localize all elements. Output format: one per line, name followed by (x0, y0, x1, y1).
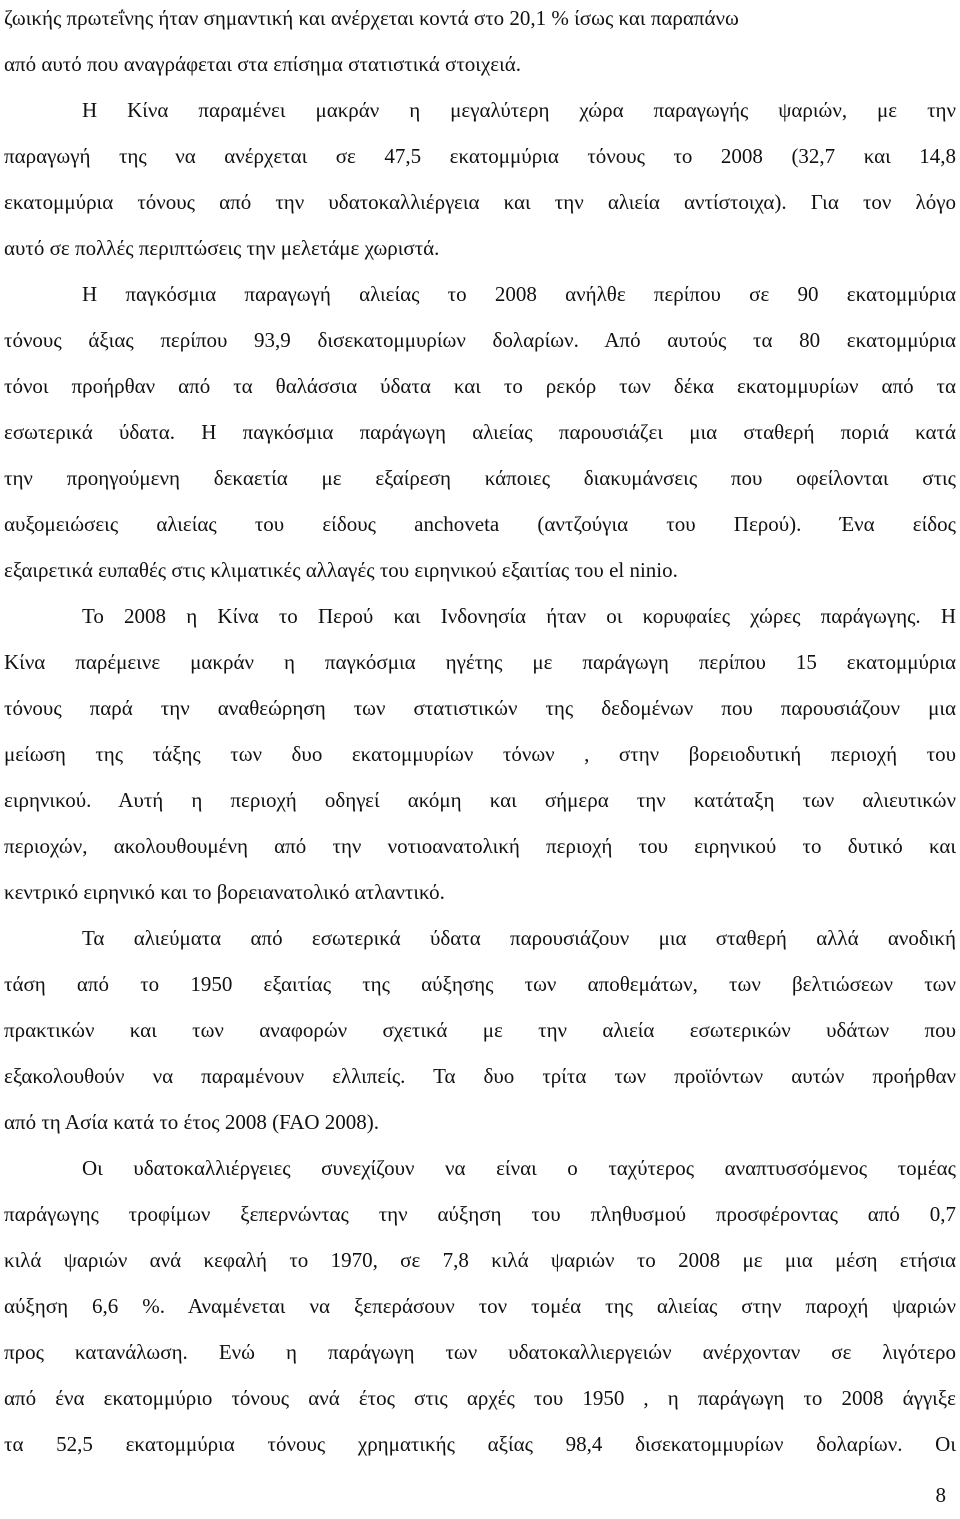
text-line: τάση από το 1950 εξαιτίας της αύξησης των αποθεμάτων, των βελτιώσεων των (4, 972, 956, 996)
text-line: παράγωγης τροφίμων ξεπερνώντας την αύξηση του πληθυσμού προσφέροντας από 0,7 (4, 1202, 956, 1226)
text-line: από αυτό που αναγράφεται στα επίσημα στατιστικά στοιχειά. (4, 52, 521, 76)
page-number: 8 (935, 1483, 946, 1507)
text-line: τόνοι προήρθαν από τα θαλάσσια ύδατα και το ρεκόρ των δέκα εκατομμυρίων από τα (4, 374, 956, 398)
text-line: ζωικής πρωτεΐνης ήταν σημαντική και ανέρχεται κοντά στο 20,1 % ίσως και παραπάνω (4, 6, 739, 30)
text-line: Τα αλιεύματα από εσωτερικά ύδατα παρουσιάζουν μια σταθερή αλλά ανοδική (82, 926, 956, 950)
text-line: κεντρικό ειρηνικό και το βορειανατολικό ατλαντικό. (4, 880, 445, 904)
text-line: την προηγούμενη δεκαετία με εξαίρεση κάποιες διακυμάνσεις που οφείλονται στις (4, 466, 956, 490)
text-line: από ένα εκατομμύριο τόνους ανά έτος στις αρχές του 1950 , η παράγωγη το 2008 άγγιξε (4, 1386, 956, 1410)
text-line: μείωση της τάξης των δυο εκατομμυρίων τόνων , στην βορειοδυτική περιοχή του (4, 742, 956, 766)
text-line: εξαιρετικά ευπαθές στις κλιματικές αλλαγές του ειρηνικού εξαιτίας του el ninio. (4, 558, 678, 582)
text-line: αύξηση 6,6 %. Αναμένεται να ξεπεράσουν τον τομέα της αλιείας στην παροχή ψαριών (4, 1294, 956, 1318)
text-line: Το 2008 η Κίνα το Περού και Ινδονησία ήταν οι κορυφαίες χώρες παράγωγης. Η (82, 604, 956, 628)
text-line: αυξομειώσεις αλιείας του είδους anchoveta (αντζούγια του Περού). Ένα είδος (4, 512, 956, 536)
text-line: κιλά ψαριών ανά κεφαλή το 1970, σε 7,8 κιλά ψαριών το 2008 με μια μέση ετήσια (4, 1248, 956, 1272)
text-line: εσωτερικά ύδατα. Η παγκόσμια παράγωγη αλιείας παρουσιάζει μια σταθερή ποριά κατά (4, 420, 956, 444)
text-line: περιοχών, ακολουθουμένη από την νοτιοανατολική περιοχή του ειρηνικού το δυτικό και (4, 834, 956, 858)
text-line: τόνους άξιας περίπου 93,9 δισεκατομμυρίων δολαρίων. Από αυτούς τα 80 εκατομμύρια (4, 328, 956, 352)
text-line: εξακολουθούν να παραμένουν ελλιπείς. Τα δυο τρίτα των προϊόντων αυτών προήρθαν (4, 1064, 956, 1088)
text-line: παραγωγή της να ανέρχεται σε 47,5 εκατομμύρια τόνους το 2008 (32,7 και 14,8 (4, 144, 956, 168)
text-line: Κίνα παρέμεινε μακράν η παγκόσμια ηγέτης με παράγωγη περίπου 15 εκατομμύρια (4, 650, 956, 674)
text-line: εκατομμύρια τόνους από την υδατοκαλλιέργεια και την αλιεία αντίστοιχα). Για τον λόγο (4, 190, 956, 214)
text-line: πρακτικών και των αναφορών σχετικά με την αλιεία εσωτερικών υδάτων που (4, 1018, 956, 1042)
text-line: από τη Ασία κατά το έτος 2008 (FAO 2008). (4, 1110, 380, 1134)
text-line: Η παγκόσμια παραγωγή αλιείας το 2008 ανήλθε περίπου σε 90 εκατομμύρια (82, 282, 956, 306)
text-line: τόνους παρά την αναθεώρηση των στατιστικών της δεδομένων που παρουσιάζουν μια (4, 696, 956, 720)
text-line: τα 52,5 εκατομμύρια τόνους χρηματικής αξίας 98,4 δισεκατομμυρίων δολαρίων. Οι (4, 1432, 956, 1456)
text-line: αυτό σε πολλές περιπτώσεις την μελετάμε χωριστά. (4, 236, 440, 260)
text-line: ειρηνικού. Αυτή η περιοχή οδηγεί ακόμη και σήμερα την κατάταξη των αλιευτικών (4, 788, 956, 812)
text-line: προς κατανάλωση. Ενώ η παράγωγη των υδατοκαλλιεργειών ανέρχονταν σε λιγότερο (4, 1340, 956, 1364)
text-line: Η Κίνα παραμένει μακράν η μεγαλύτερη χώρα παραγωγής ψαριών, με την (82, 98, 956, 122)
text-line: Οι υδατοκαλλιέργειες συνεχίζουν να είναι ο ταχύτερος αναπτυσσόμενος τομέας (82, 1156, 956, 1180)
